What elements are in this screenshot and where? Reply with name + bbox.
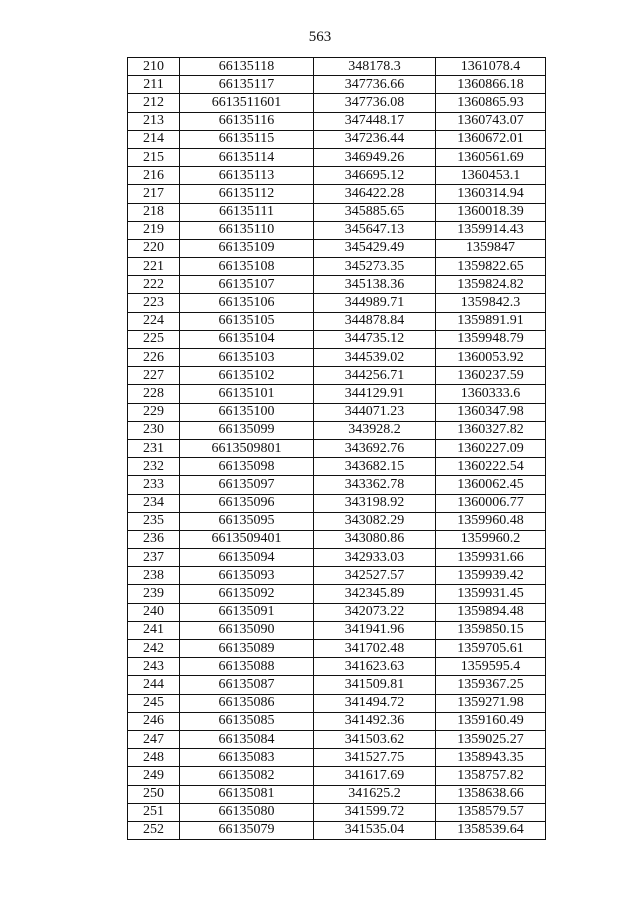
row-number-cell: 230 — [128, 421, 180, 439]
table-row — [128, 803, 546, 821]
point-id-cell: 66135080 — [180, 803, 314, 821]
y-coordinate-cell: 1360237.59 — [436, 367, 546, 385]
x-coordinate-cell: 343362.78 — [314, 476, 436, 494]
x-coordinate-cell: 341494.72 — [314, 694, 436, 712]
y-coordinate-cell: 1360018.39 — [436, 203, 546, 221]
point-id-cell: 66135092 — [180, 585, 314, 603]
y-coordinate-cell: 1360222.54 — [436, 458, 546, 476]
x-coordinate-cell: 344539.02 — [314, 349, 436, 367]
point-id-cell: 66135096 — [180, 494, 314, 512]
point-id-cell: 66135108 — [180, 258, 314, 276]
y-coordinate-cell: 1359894.48 — [436, 603, 546, 621]
point-id-cell: 66135083 — [180, 749, 314, 767]
x-coordinate-cell: 343082.29 — [314, 512, 436, 530]
x-coordinate-cell: 345429.49 — [314, 239, 436, 257]
point-id-cell: 66135091 — [180, 603, 314, 621]
y-coordinate-cell: 1359850.15 — [436, 621, 546, 639]
table-row — [128, 330, 546, 348]
y-coordinate-cell: 1360672.01 — [436, 130, 546, 148]
table-row — [128, 367, 546, 385]
y-coordinate-cell: 1359931.45 — [436, 585, 546, 603]
point-id-cell: 66135101 — [180, 385, 314, 403]
row-number-cell: 223 — [128, 294, 180, 312]
point-id-cell: 66135095 — [180, 512, 314, 530]
y-coordinate-cell: 1360347.98 — [436, 403, 546, 421]
table-row — [128, 58, 546, 76]
row-number-cell: 248 — [128, 749, 180, 767]
point-id-cell: 66135085 — [180, 712, 314, 730]
x-coordinate-cell: 342527.57 — [314, 567, 436, 585]
table-row — [128, 185, 546, 203]
x-coordinate-cell: 345647.13 — [314, 221, 436, 239]
table-row — [128, 603, 546, 621]
x-coordinate-cell: 343198.92 — [314, 494, 436, 512]
row-number-cell: 250 — [128, 785, 180, 803]
row-number-cell: 249 — [128, 767, 180, 785]
point-id-cell: 6613509401 — [180, 530, 314, 548]
point-id-cell: 66135093 — [180, 567, 314, 585]
x-coordinate-cell: 347736.66 — [314, 76, 436, 94]
table-row — [128, 585, 546, 603]
x-coordinate-cell: 341503.62 — [314, 730, 436, 748]
table-row — [128, 476, 546, 494]
point-id-cell: 66135107 — [180, 276, 314, 294]
x-coordinate-cell: 344129.91 — [314, 385, 436, 403]
point-id-cell: 66135118 — [180, 58, 314, 76]
table-row — [128, 785, 546, 803]
row-number-cell: 219 — [128, 221, 180, 239]
coordinates-table-body — [128, 58, 546, 840]
point-id-cell: 66135115 — [180, 130, 314, 148]
point-id-cell: 66135110 — [180, 221, 314, 239]
table-row — [128, 567, 546, 585]
table-row — [128, 94, 546, 112]
x-coordinate-cell: 341492.36 — [314, 712, 436, 730]
table-row — [128, 203, 546, 221]
x-coordinate-cell: 344071.23 — [314, 403, 436, 421]
row-number-cell: 214 — [128, 130, 180, 148]
y-coordinate-cell: 1360865.93 — [436, 94, 546, 112]
point-id-cell: 66135114 — [180, 148, 314, 166]
x-coordinate-cell: 341702.48 — [314, 640, 436, 658]
x-coordinate-cell: 346695.12 — [314, 167, 436, 185]
table-row — [128, 767, 546, 785]
row-number-cell: 222 — [128, 276, 180, 294]
row-number-cell: 231 — [128, 439, 180, 457]
table-row — [128, 403, 546, 421]
row-number-cell: 246 — [128, 712, 180, 730]
x-coordinate-cell: 345138.36 — [314, 276, 436, 294]
row-number-cell: 221 — [128, 258, 180, 276]
y-coordinate-cell: 1359025.27 — [436, 730, 546, 748]
y-coordinate-cell: 1358757.82 — [436, 767, 546, 785]
x-coordinate-cell: 347736.08 — [314, 94, 436, 112]
point-id-cell: 66135109 — [180, 239, 314, 257]
y-coordinate-cell: 1360314.94 — [436, 185, 546, 203]
row-number-cell: 216 — [128, 167, 180, 185]
row-number-cell: 213 — [128, 112, 180, 130]
x-coordinate-cell: 341623.63 — [314, 658, 436, 676]
y-coordinate-cell: 1359960.48 — [436, 512, 546, 530]
table-row — [128, 658, 546, 676]
point-id-cell: 66135081 — [180, 785, 314, 803]
row-number-cell: 247 — [128, 730, 180, 748]
row-number-cell: 212 — [128, 94, 180, 112]
row-number-cell: 252 — [128, 821, 180, 839]
y-coordinate-cell: 1360227.09 — [436, 439, 546, 457]
y-coordinate-cell: 1358638.66 — [436, 785, 546, 803]
y-coordinate-cell: 1359842.3 — [436, 294, 546, 312]
y-coordinate-cell: 1359822.65 — [436, 258, 546, 276]
x-coordinate-cell: 344256.71 — [314, 367, 436, 385]
point-id-cell: 66135103 — [180, 349, 314, 367]
x-coordinate-cell: 345885.65 — [314, 203, 436, 221]
row-number-cell: 224 — [128, 312, 180, 330]
table-row — [128, 221, 546, 239]
y-coordinate-cell: 1359367.25 — [436, 676, 546, 694]
x-coordinate-cell: 342933.03 — [314, 549, 436, 567]
row-number-cell: 241 — [128, 621, 180, 639]
table-row — [128, 167, 546, 185]
row-number-cell: 239 — [128, 585, 180, 603]
x-coordinate-cell: 342073.22 — [314, 603, 436, 621]
x-coordinate-cell: 343692.76 — [314, 439, 436, 457]
table-row — [128, 549, 546, 567]
table-row — [128, 676, 546, 694]
table-row — [128, 239, 546, 257]
x-coordinate-cell: 343928.2 — [314, 421, 436, 439]
table-row — [128, 76, 546, 94]
x-coordinate-cell: 341509.81 — [314, 676, 436, 694]
row-number-cell: 251 — [128, 803, 180, 821]
table-row — [128, 694, 546, 712]
table-row — [128, 421, 546, 439]
coordinates-table — [127, 57, 546, 840]
point-id-cell: 66135088 — [180, 658, 314, 676]
y-coordinate-cell: 1360333.6 — [436, 385, 546, 403]
table-row — [128, 258, 546, 276]
row-number-cell: 227 — [128, 367, 180, 385]
x-coordinate-cell: 345273.35 — [314, 258, 436, 276]
y-coordinate-cell: 1360062.45 — [436, 476, 546, 494]
table-row — [128, 349, 546, 367]
x-coordinate-cell: 343682.15 — [314, 458, 436, 476]
row-number-cell: 225 — [128, 330, 180, 348]
point-id-cell: 66135104 — [180, 330, 314, 348]
x-coordinate-cell: 341527.75 — [314, 749, 436, 767]
y-coordinate-cell: 1359948.79 — [436, 330, 546, 348]
y-coordinate-cell: 1359160.49 — [436, 712, 546, 730]
y-coordinate-cell: 1360743.07 — [436, 112, 546, 130]
row-number-cell: 235 — [128, 512, 180, 530]
row-number-cell: 237 — [128, 549, 180, 567]
x-coordinate-cell: 344989.71 — [314, 294, 436, 312]
y-coordinate-cell: 1358579.57 — [436, 803, 546, 821]
row-number-cell: 228 — [128, 385, 180, 403]
y-coordinate-cell: 1360327.82 — [436, 421, 546, 439]
page-number: 563 — [308, 29, 332, 45]
table-row — [128, 294, 546, 312]
y-coordinate-cell: 1359824.82 — [436, 276, 546, 294]
table-row — [128, 730, 546, 748]
row-number-cell: 242 — [128, 640, 180, 658]
x-coordinate-cell: 341941.96 — [314, 621, 436, 639]
y-coordinate-cell: 1359891.91 — [436, 312, 546, 330]
table-row — [128, 458, 546, 476]
y-coordinate-cell: 1360866.18 — [436, 76, 546, 94]
point-id-cell: 66135105 — [180, 312, 314, 330]
y-coordinate-cell: 1359847 — [436, 239, 546, 257]
x-coordinate-cell: 347236.44 — [314, 130, 436, 148]
x-coordinate-cell: 342345.89 — [314, 585, 436, 603]
x-coordinate-cell: 343080.86 — [314, 530, 436, 548]
row-number-cell: 236 — [128, 530, 180, 548]
x-coordinate-cell: 344878.84 — [314, 312, 436, 330]
point-id-cell: 66135082 — [180, 767, 314, 785]
row-number-cell: 232 — [128, 458, 180, 476]
table-row — [128, 130, 546, 148]
point-id-cell: 66135079 — [180, 821, 314, 839]
row-number-cell: 243 — [128, 658, 180, 676]
row-number-cell: 238 — [128, 567, 180, 585]
row-number-cell: 245 — [128, 694, 180, 712]
point-id-cell: 66135086 — [180, 694, 314, 712]
row-number-cell: 218 — [128, 203, 180, 221]
point-id-cell: 6613511601 — [180, 94, 314, 112]
point-id-cell: 6613509801 — [180, 439, 314, 457]
table-row — [128, 512, 546, 530]
table-row — [128, 439, 546, 457]
row-number-cell: 229 — [128, 403, 180, 421]
row-number-cell: 211 — [128, 76, 180, 94]
x-coordinate-cell: 341617.69 — [314, 767, 436, 785]
row-number-cell: 215 — [128, 148, 180, 166]
y-coordinate-cell: 1359931.66 — [436, 549, 546, 567]
point-id-cell: 66135098 — [180, 458, 314, 476]
y-coordinate-cell: 1359271.98 — [436, 694, 546, 712]
point-id-cell: 66135090 — [180, 621, 314, 639]
point-id-cell: 66135100 — [180, 403, 314, 421]
point-id-cell: 66135099 — [180, 421, 314, 439]
y-coordinate-cell: 1359939.42 — [436, 567, 546, 585]
table-row — [128, 749, 546, 767]
table-row — [128, 112, 546, 130]
row-number-cell: 226 — [128, 349, 180, 367]
y-coordinate-cell: 1360053.92 — [436, 349, 546, 367]
x-coordinate-cell: 347448.17 — [314, 112, 436, 130]
x-coordinate-cell: 346422.28 — [314, 185, 436, 203]
table-row — [128, 494, 546, 512]
row-number-cell: 210 — [128, 58, 180, 76]
table-row — [128, 712, 546, 730]
y-coordinate-cell: 1358943.35 — [436, 749, 546, 767]
x-coordinate-cell: 348178.3 — [314, 58, 436, 76]
y-coordinate-cell: 1359960.2 — [436, 530, 546, 548]
row-number-cell: 240 — [128, 603, 180, 621]
point-id-cell: 66135117 — [180, 76, 314, 94]
table-row — [128, 276, 546, 294]
row-number-cell: 217 — [128, 185, 180, 203]
y-coordinate-cell: 1360006.77 — [436, 494, 546, 512]
row-number-cell: 220 — [128, 239, 180, 257]
point-id-cell: 66135102 — [180, 367, 314, 385]
x-coordinate-cell: 344735.12 — [314, 330, 436, 348]
table-row — [128, 530, 546, 548]
row-number-cell: 233 — [128, 476, 180, 494]
y-coordinate-cell: 1359595.4 — [436, 658, 546, 676]
y-coordinate-cell: 1361078.4 — [436, 58, 546, 76]
table-row — [128, 821, 546, 839]
x-coordinate-cell: 341535.04 — [314, 821, 436, 839]
point-id-cell: 66135113 — [180, 167, 314, 185]
table-row — [128, 640, 546, 658]
y-coordinate-cell: 1359914.43 — [436, 221, 546, 239]
point-id-cell: 66135116 — [180, 112, 314, 130]
table-row — [128, 621, 546, 639]
point-id-cell: 66135089 — [180, 640, 314, 658]
y-coordinate-cell: 1360561.69 — [436, 148, 546, 166]
y-coordinate-cell: 1358539.64 — [436, 821, 546, 839]
table-row — [128, 385, 546, 403]
table-row — [128, 312, 546, 330]
point-id-cell: 66135112 — [180, 185, 314, 203]
point-id-cell: 66135094 — [180, 549, 314, 567]
x-coordinate-cell: 346949.26 — [314, 148, 436, 166]
point-id-cell: 66135111 — [180, 203, 314, 221]
table-row — [128, 148, 546, 166]
point-id-cell: 66135106 — [180, 294, 314, 312]
point-id-cell: 66135087 — [180, 676, 314, 694]
x-coordinate-cell: 341599.72 — [314, 803, 436, 821]
y-coordinate-cell: 1360453.1 — [436, 167, 546, 185]
y-coordinate-cell: 1359705.61 — [436, 640, 546, 658]
row-number-cell: 234 — [128, 494, 180, 512]
row-number-cell: 244 — [128, 676, 180, 694]
point-id-cell: 66135084 — [180, 730, 314, 748]
point-id-cell: 66135097 — [180, 476, 314, 494]
x-coordinate-cell: 341625.2 — [314, 785, 436, 803]
